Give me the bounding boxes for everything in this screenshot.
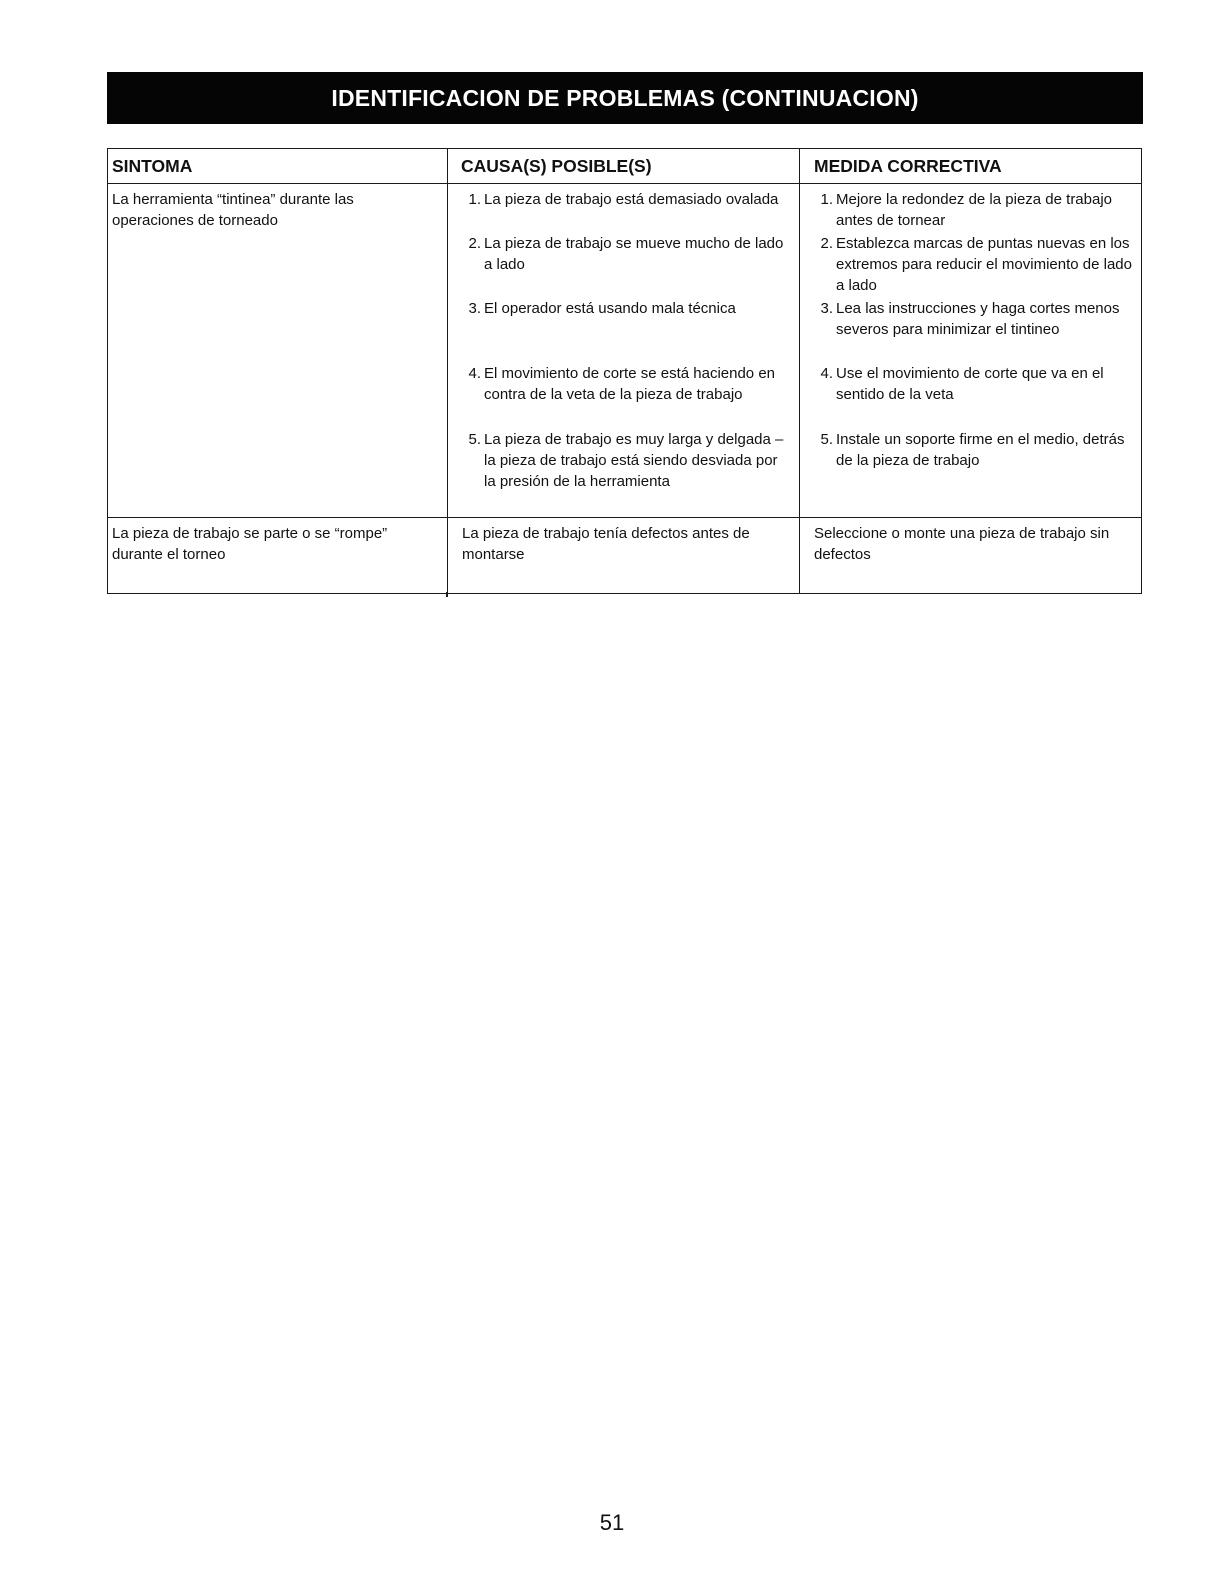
table-row [108, 184, 1141, 518]
section-banner: IDENTIFICACION DE PROBLEMAS (CONTINUACION) [107, 72, 1143, 124]
item-text: Lea las instrucciones y haga cortes menos severos para minimizar el tintineo [836, 300, 1120, 338]
symptom-cell: La pieza de trabajo se parte o se “rompe” durante el torneo [108, 518, 448, 593]
item-number: 3. [820, 300, 833, 317]
list-item [814, 429, 1133, 471]
header-symptom: SINTOMA [108, 149, 448, 183]
symptom-cell: La herramienta “tintinea” durante las operaciones de torneado [108, 184, 448, 517]
item-text: Establezca marcas de puntas nuevas en los extremos para reducir el movimiento de lado a lado [836, 235, 1132, 294]
troubleshooting-table [107, 148, 1142, 594]
header-correction: MEDIDA CORRECTIVA [814, 156, 1002, 176]
list-item [814, 298, 1133, 340]
item-text: Instale un soporte firme en el medio, detrás de la pieza de trabajo [836, 431, 1125, 469]
causes-cell: 1. La pieza de trabajo está demasiado ovalada 2. La pieza de trabajo se mueve mucho de lado a lado 3. El operador está usando mala técnica 4. El movimiento de corte se está haciendo en contra de la veta de la pieza de trabajo 5. La pieza de trabajo es muy larga y delgada – la pieza de trabajo está siendo desviada por la presión de la herramienta [448, 184, 800, 517]
table-divider-tick [446, 592, 448, 597]
item-number: 4. [820, 365, 833, 382]
causes-cell: La pieza de trabajo tenía defectos antes de montarse [448, 518, 800, 593]
table-row [108, 518, 1141, 593]
list-item [814, 189, 1133, 231]
page-number: 51 [599, 1510, 625, 1535]
list-item [814, 233, 1133, 296]
corrections-cell [800, 184, 1141, 517]
item-text: Mejore la redondez de la pieza de trabajo antes de tornear [836, 191, 1113, 229]
item-number: 2. [820, 235, 833, 252]
item-number: 5. [820, 431, 833, 448]
header-causes: CAUSA(S) POSIBLE(S) [448, 149, 800, 183]
list-item [814, 363, 1133, 405]
table-header-row [108, 149, 1141, 184]
item-number: 1. [820, 191, 833, 208]
corrections-cell: Seleccione o monte una pieza de trabajo sin defectos [814, 525, 1110, 563]
item-text: Use el movimiento de corte que va en el sentido de la veta [836, 365, 1104, 403]
